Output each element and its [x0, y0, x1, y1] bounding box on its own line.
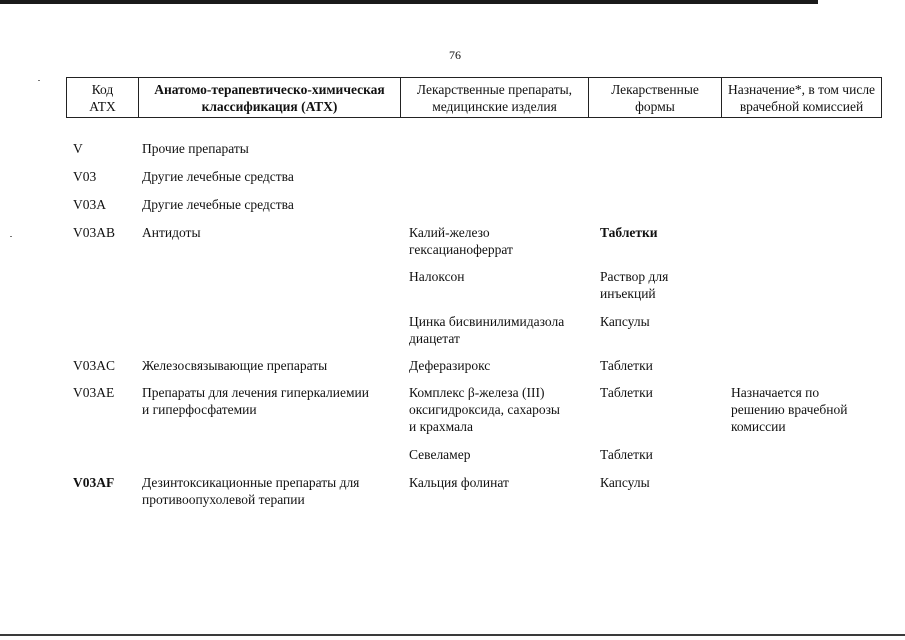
row-drug: Кальция фолинат: [409, 475, 509, 490]
row-drug: Севеламер: [409, 447, 471, 462]
row-code: V03A: [73, 197, 106, 212]
table-header-row: [67, 78, 882, 118]
top-border-line: [0, 0, 818, 4]
row-atx: Железосвязывающие препараты: [142, 358, 328, 373]
header-drugs: Лекарственные препараты, медицинские изделия: [401, 78, 589, 118]
row-form: Таблетки: [600, 385, 653, 400]
header-forms: Лекарственные формы: [589, 78, 722, 118]
row-drug: Налоксон: [409, 269, 465, 284]
row-atx: Дезинтоксикационные препараты для противоопухолевой терапии: [142, 475, 360, 507]
row-form: Капсулы: [600, 314, 650, 329]
row-form: Раствор для инъекций: [600, 269, 669, 301]
row-atx: Другие лечебные средства: [142, 169, 294, 184]
row-atx: Прочие препараты: [142, 141, 249, 156]
atx-table: [66, 77, 882, 118]
page-number: 76: [449, 48, 461, 62]
header-purpose: Назначение*, в том числе врачебной комиссией: [722, 78, 882, 118]
row-code: V03: [73, 169, 97, 184]
row-drug: Калий-железо гексацианоферрат: [409, 225, 513, 257]
header-code: Код АТХ: [67, 78, 139, 118]
row-atx: Другие лечебные средства: [142, 197, 294, 212]
row-atx: Препараты для лечения гиперкалиемии и гиперфосфатемии: [142, 385, 369, 417]
row-form: Таблетки: [600, 225, 658, 240]
scan-speck: [38, 80, 40, 81]
row-note: Назначается по решению врачебной комиссии: [731, 385, 848, 434]
header-atx: Анатомо-терапевтическо-химическая классификация (АТХ): [139, 78, 401, 118]
row-code: V03AB: [73, 225, 116, 240]
row-code: V03AE: [73, 385, 115, 400]
row-drug: Комплекс β-железа (III) оксигидроксида, сахарозы и крахмала: [409, 385, 560, 434]
row-form: Таблетки: [600, 447, 653, 462]
bottom-border-line: [0, 634, 905, 636]
row-code: V: [73, 141, 83, 156]
row-atx: Антидоты: [142, 225, 201, 240]
row-drug: Цинка бисвинилимидазола диацетат: [409, 314, 565, 346]
row-code: V03AC: [73, 358, 116, 373]
row-code: V03AF: [73, 475, 115, 490]
row-form: Таблетки: [600, 358, 653, 373]
row-form: Капсулы: [600, 475, 650, 490]
scan-speck: [10, 236, 12, 237]
row-drug: Деферазирокс: [409, 358, 491, 373]
